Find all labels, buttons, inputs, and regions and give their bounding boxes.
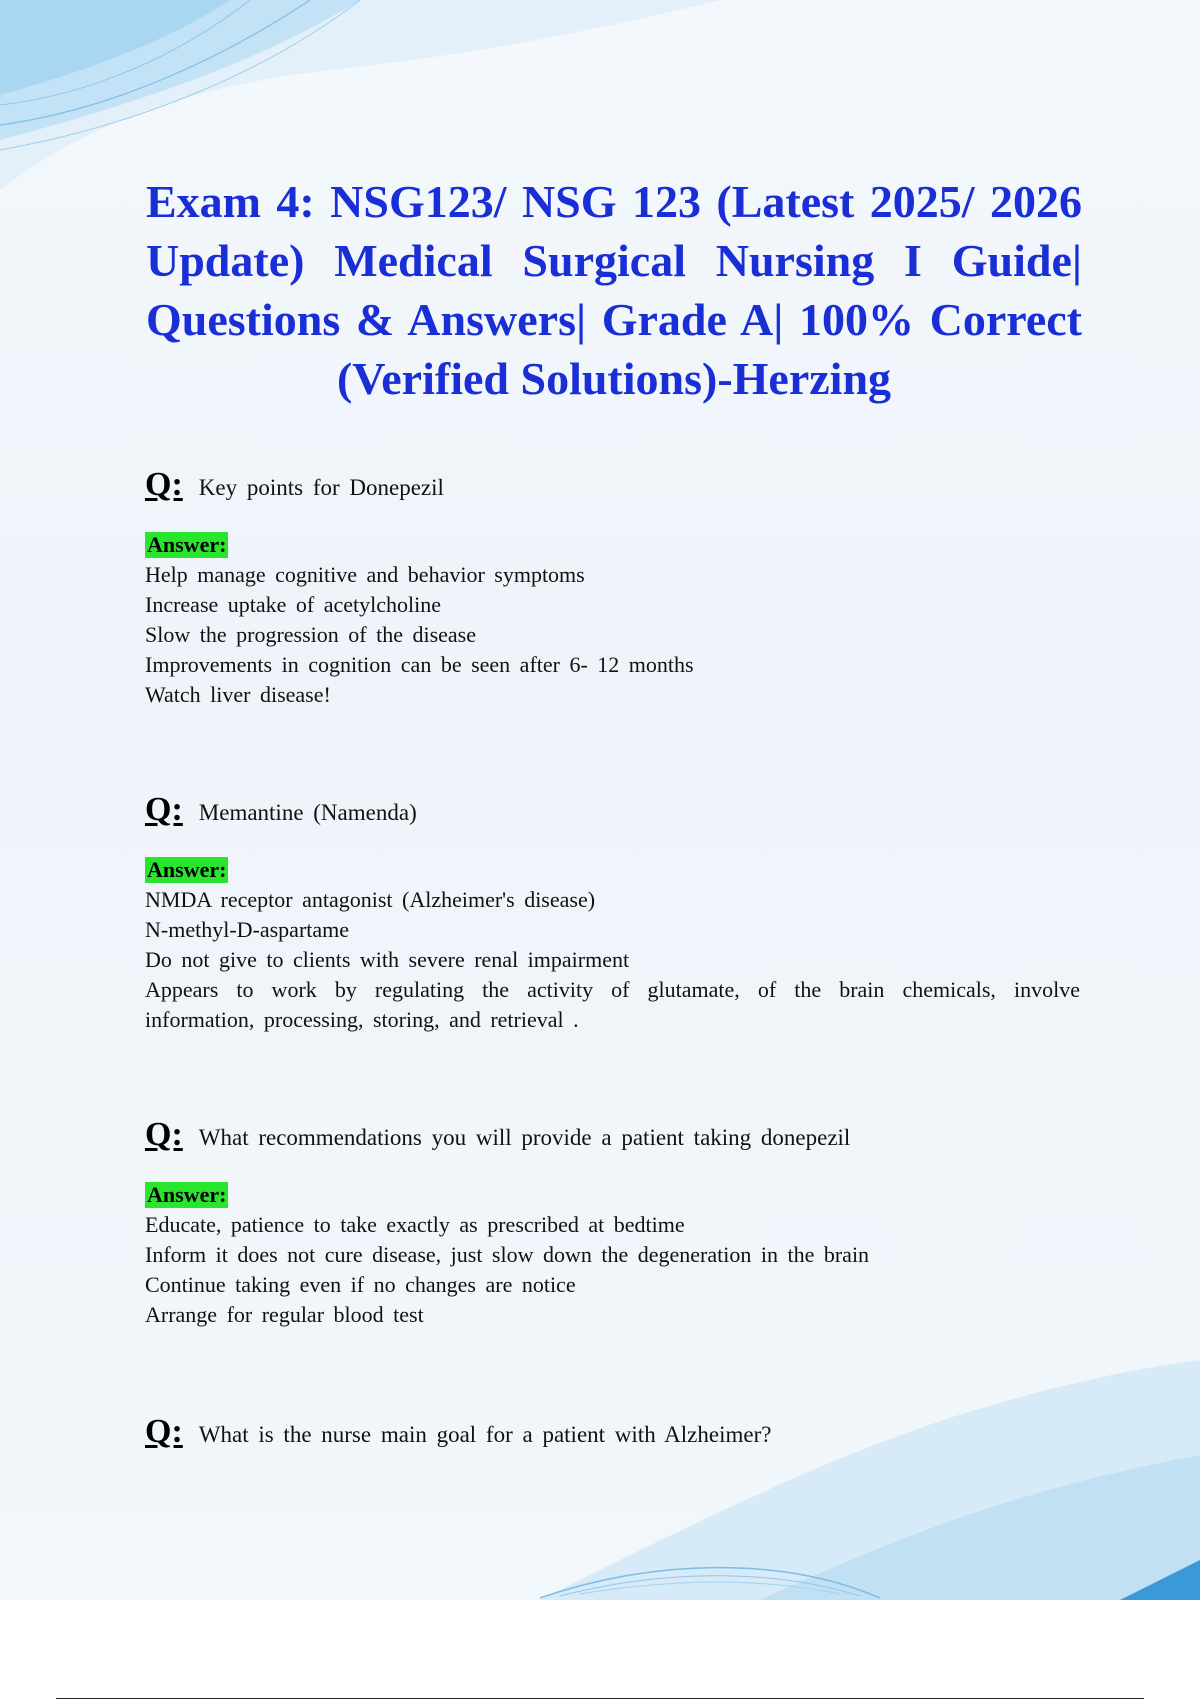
answer-line: Watch liver disease! xyxy=(145,682,331,707)
answer-line: NMDA receptor antagonist (Alzheimer's disease) xyxy=(145,887,596,912)
answer-line: Help manage cognitive and behavior symptoms xyxy=(145,562,585,587)
question-label: Q: xyxy=(145,1413,183,1450)
question-line xyxy=(145,1413,1080,1451)
document-title: Exam 4: NSG123/ NSG 123 (Latest 2025/ 2026 Update) Medical Surgical Nursing I Guide| Questions & Answers| Grade A| 100% Correct (Verified Solutions)-Herzing xyxy=(146,176,1082,404)
question-text: What is the nurse main goal for a patient with Alzheimer? xyxy=(198,1422,772,1447)
question-line xyxy=(145,466,1080,504)
answer-body xyxy=(145,885,1080,1035)
answer-body xyxy=(145,1210,1080,1330)
answer-body xyxy=(145,560,1080,710)
answer-line: Arrange for regular blood test xyxy=(145,1302,424,1327)
page-bottom-margin xyxy=(0,1600,1200,1700)
answer-label: Answer: xyxy=(147,532,227,557)
answer-label: Answer: xyxy=(147,1182,227,1207)
answer-line: Educate, patience to take exactly as prescribed at bedtime xyxy=(145,1212,685,1237)
answer-line: Continue taking even if no changes are notice xyxy=(145,1272,576,1297)
answer-line: Increase uptake of acetylcholine xyxy=(145,592,442,617)
question-label: Q: xyxy=(145,466,183,503)
answer-line: Improvements in cognition can be seen after 6- 12 months xyxy=(145,652,694,677)
answer-line: Appears to work by regulating the activity of glutamate, of the brain chemicals, involve information, processing, storing, and retrieval . xyxy=(145,977,1080,1032)
question-label: Q: xyxy=(145,1116,183,1153)
question-label: Q: xyxy=(145,791,183,828)
qa-item xyxy=(145,466,1080,710)
question-line xyxy=(145,1116,1080,1154)
question-text: What recommendations you will provide a patient taking donepezil xyxy=(198,1125,851,1150)
question-text: Memantine (Namenda) xyxy=(198,800,417,825)
qa-item xyxy=(145,1413,1080,1451)
qa-item xyxy=(145,1116,1080,1330)
footer-divider xyxy=(56,1698,1144,1699)
question-line xyxy=(145,791,1080,829)
qa-item xyxy=(145,791,1080,1035)
answer-line: Slow the progression of the disease xyxy=(145,622,476,647)
answer-line: Inform it does not cure disease, just slow down the degeneration in the brain xyxy=(145,1242,870,1267)
answer-label: Answer: xyxy=(147,857,227,882)
answer-line: Do not give to clients with severe renal impairment xyxy=(145,947,630,972)
answer-line: N-methyl-D-aspartame xyxy=(145,917,350,942)
question-text: Key points for Donepezil xyxy=(198,475,444,500)
